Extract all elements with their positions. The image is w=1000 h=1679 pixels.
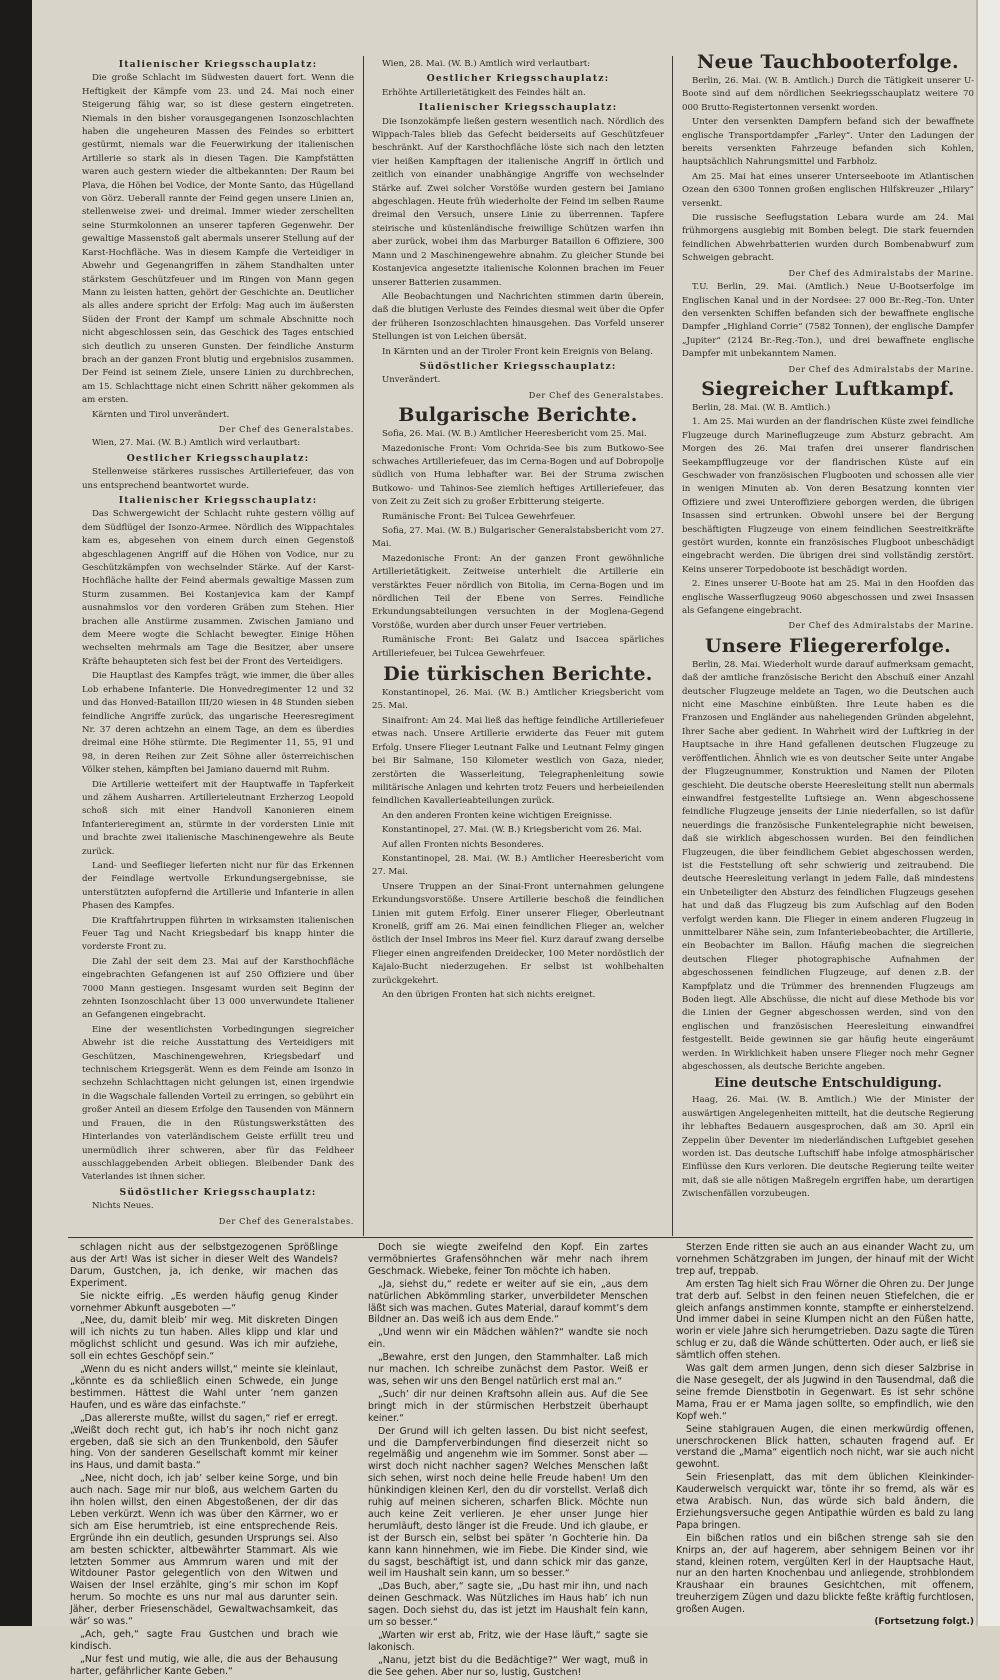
- heading-southeastern-front: Südöstlicher Kriegsschauplatz:: [419, 360, 617, 372]
- continuation-note: (Fortsetzung folgt.): [874, 1617, 974, 1628]
- article-text: Rumänische Front: Bei Galatz und Isaccea spärliches Artilleriefeuer, bei Tulcea Gewehrfeuer.: [372, 635, 664, 659]
- feuilleton-column-1: [70, 1242, 338, 1677]
- headline-submarine-successes: Neue Tauchbooterfolge.: [697, 51, 959, 73]
- dateline: Sofia, 26. Mai. (W. B.) Amtlicher Heeresbericht vom 25. Mai.: [382, 429, 647, 440]
- scan-right-edge: [976, 0, 1000, 1626]
- article-text: Die große Schlacht im Südwesten dauert fort. Wenn die Heftigkeit der Kämpfe vom 23. und 24. Mai noch einer Steigerung fähig war, so ist diese gestern eingetreten. Niemals in den bisher vorausgegangenen Isonzoschlachten haben die ungeheuren Massen des Feindes so erbittert gestürmt, niemals war die Feuerwirkung der italienischen Artillerie so stark als in diesen Tagen. Die Kampfstätten waren auch gestern wieder die altbekannten: Der Raum bei Plava, die Höhen bei Vodice, der Monte Santo, das Hügelland von Görz. Ueberall rannte der Feind gegen unsere Linien an, stellenweise zwei- und dreimal. Immer wieder zerschellten seine Sturmkolonnen an unserer tapferen Gegenwehr. Der gewaltige Massenstoß galt abermals unserer Stellung auf der Karst-Hochfläche. Was in diesem Kampfe die Verteidiger in Abwehr und Gegenangriffen in zähem Standhalten unter stärkstem Geschützfeuer und im Ringen von Mann gegen Mann zu leisten hatten, gehört der Geschichte an. Deutlicher als alles andere spricht der Erfolg: Mag auch im äußersten Süden der Front der Kampf um schmale Abschnitte noch nicht abgeschlossen sein, das Geschick des Tages entschied sich deutlich zu unseren Gunsten. Der feindliche Ansturm brach an der ganzen Front blutig und ergebnislos zusammen. Der Feind ist seinem Ziele, unsere Linien zu durchbrechen, am 15. Schlachttage nicht einen Schritt näher gekommen als am ersten.: [82, 73, 354, 406]
- column-rule-2: [672, 56, 673, 1236]
- headline-bulgarian-reports: Bulgarische Berichte.: [398, 404, 638, 427]
- heading-southeastern-front: Südöstlicher Kriegsschauplatz:: [119, 1186, 317, 1198]
- article-text: Kärnten und Tirol unverändert.: [92, 409, 230, 420]
- column-1: [82, 58, 354, 1236]
- article-text: Stellenweise stärkeres russisches Artilleriefeuer, das von uns entsprechend beantwortet wurde.: [82, 467, 354, 491]
- story-text: „Wenn du es nicht anders willst,“ meinte sie kleinlaut, „könnte es da schließlich einen Schwede, ein Junge bestimmen. Hättest die Wahl unter ’nem ganzen Haufen, und es wäre das einfachste.“: [70, 1364, 338, 1411]
- article-text: 1. Am 25. Mai wurden an der flandrischen Küste zwei feindliche Flugzeuge durch Marineflugzeuge zum Absturz gebracht. Am Morgen des 26. Mai trafen drei unserer flandrischen Seekampfflugzeuge vor der flandrischen Küste auf ein Geschwader von französischen Flugbooten und schossen alle vier in wenigen Minuten ab. Von deren Besatzung konnten vier Offiziere und zwei Unteroffiziere geborgen werden, die übrigen Insassen sind ertrunken. Obwohl unsere bei der Bergung beschäftigten Flugzeuge von einem feindlichen Seestreitkräfte gestört wurden, konnte ein französisches Flugboot unbeschädigt eingebracht werden. Die übrigen drei sind vollständig zerstört. Keins unserer Torpedoboote ist beschädigt worden.: [682, 417, 974, 575]
- article-text: Alle Beobachtungen und Nachrichten stimmen darin überein, daß die blutigen Verluste des Feindes diesmal weit über die Opfer der früheren Isonzoschlachten hinausgehen. Das Vorfeld unserer Stellungen ist von Leichen übersät.: [372, 291, 664, 343]
- column-3: [682, 50, 974, 1236]
- headline-aviator-successes: Unsere Fliegererfolge.: [704, 634, 952, 657]
- article-text: An den übrigen Fronten hat sich nichts ereignet.: [382, 990, 596, 1000]
- signature: Der Chef des Admiralstabs der Marine.: [788, 267, 974, 278]
- article-text: In Kärnten und an der Tiroler Front kein Ereignis von Belang.: [382, 346, 653, 357]
- article-text: Berlin, 26. Mai. (W. B. Amtlich.) Durch die Tätigkeit unserer U-Boote sind auf dem nördlichen Seekriegsschauplatz weitere 70 000 Brutto-Registertonnen versenkt worden.: [682, 76, 974, 113]
- article-text: Die Artillerie wetteifert mit der Hauptwaffe in Tapferkeit und zähem Ausharren. Artillerieleutnant Erzherzog Leopold schoß sich mit einer Handvoll Kanonieren einem Infanterieregiment an, stürmte in der vordersten Linie mit und brachte zwei italienische Maschinengewehre als Beute zurück.: [82, 779, 354, 857]
- dateline: Sofia, 27. Mai. (W. B.) Bulgarischer Generalstabsbericht vom 27. Mai.: [372, 526, 664, 550]
- article-text: Auf allen Fronten nichts Besonderes.: [382, 839, 544, 850]
- story-text: „Nee, nicht doch, ich jab’ selber keine Sorge, und bin auch nach. Sage mir nur bloß, aus welchem Garten du ihn holen willst, den einen Abgestoßenen, der dir das Leben verkürzt. Wenn ich was über den Kärrner, wo er sich am Eise herumtrieb, ist eine entsprechende Reis. Ergründe ihn ein deutlich, gesunden Ursprungs sei. Also am besten schickter, altbewährter Stammart. Als wie letzten Sommer aus Ammrum waren und mit der Witdouner Pastor gelegentlich von den Witwen und Waisen der Insel erzählte, ging’s mir schon im Kopf herum. So mochte es uns nur mal aus darunter sein. Jäher, derber Friesenschädel, Gewaltwachsamkeit, das wär’ so was.“: [70, 1473, 338, 1628]
- story-text: „Bewahre, erst den Jungen, den Stammhalter. Laß mich nur machen. Ich schreibe zunächst dem Pastor. Weiß er was, sehen wir uns den Bengel natürlich erst mal an.“: [368, 1352, 648, 1387]
- article-text: Am 25. Mai hat eines unserer Unterseeboote im Atlantischen Ozean den 6300 Tonnen großen englischen Hilfskreuzer „Hilary“ versenkt.: [682, 171, 974, 209]
- article-text: Mazedonische Front: Vom Ochrida-See bis zum Butkowo-See schwaches Artilleriefeuer, das im Cerna-Bogen und auf Dobropolje südlich von Huma lebhafter war. Bei der Struma zwischen Butkowo- und Tahinos-See ziemlich heftiges Artilleriefeuer, das von Zeit zu Zeit sich zu großer Erbitterung steigerte.: [372, 443, 664, 508]
- dateline: Konstantinopel, 28. Mai. (W. B.) Amtlicher Heeresbericht vom 27. Mai.: [372, 853, 664, 878]
- story-text: Sie nickte eifrig. „Es werden häufig genug Kinder vornehmer Abkunft ausgeboten —“: [70, 1290, 338, 1314]
- story-text: „Nee, du, damit bleib’ mir weg. Mit diskreten Dingen will ich nichts zu tun haben. Alles klipp und klar und möglichst schlicht und gesund. Was ich mir aufziehe, soll ein echtes Geschöpf sein.“: [70, 1315, 338, 1363]
- feuilleton-rule: [68, 1237, 973, 1238]
- article-text: Die russische Seeflugstation Lebara wurde am 24. Mai frühmorgens ausgiebig mit Bomben belegt. Die stark feuernden feindlichen Abwehrbatterien wurden durch Bombenabwurf zum Schweigen gebracht.: [682, 213, 974, 264]
- article-text: Land- und Seeflieger lieferten nicht nur für das Erkennen der Feindlage wertvolle Erkundungsergebnisse, sie unterstützten aufopfernd die Artillerie und Infanterie in allen Phasen des Kampfes.: [82, 860, 354, 912]
- dateline: Wien, 27. Mai. (W. B.) Amtlich wird verlautbart:: [92, 438, 301, 449]
- article-text: Nichts Neues.: [92, 1201, 154, 1212]
- dateline: Berlin, 28. Mai. (W. B. Amtlich.): [692, 402, 831, 413]
- story-text: Seine stahlgrauen Augen, die einen merkwürdig offenen, unerschrockenen Blick hatten, schauten fragend auf. Er verstand die „Mama“ eigentlich noch nicht, war sie auch nicht gewohnt.: [676, 1423, 974, 1471]
- article-text: Eine der wesentlichsten Vorbedingungen siegreicher Abwehr ist die reiche Ausstattung des Verteidigers mit Geschützen, Maschinengewehren, Kriegsbedarf und technischem Kriegsgerät. Wenn es dem Feinde am Isonzo in sechzehn Schlachttagen nicht gelungen ist, einen irgendwie in die Wagschale fallenden Vorteil zu erringen, so gebührt ein großer Anteil an diesem Erfolge den Tausenden von Männern und Frauen, die in den Rüstungswerkstätten des Hinterlandes von vaterländischem Geiste erfüllt treu und unermüdlich ihrer schweren, aber für das Feldheer ausschlaggebenden Arbeit obliegen. Bleibender Dank des Vaterlandes ist ihnen sicher.: [82, 1024, 354, 1183]
- article-text: Die Hauptlast des Kampfes trägt, wie immer, die über alles Lob erhabene Infanterie. Die Honvedregimenter 12 und 32 und das Honved-Bataillon III/20 wiesen in 48 Stunden sieben feindliche Angriffe zurück, das ungarische Heeresregiment Nr. 37 deren achtzehn an einem Tage, an dem es überdies dreimal eine Höhe stürmte. Die Regimenter 11, 55, 91 und 98, in deren Reihen zur Zeit Söhne aller österreichischen Völker stehen, kämpften bei Jamiano dauernd mit Ruhm.: [82, 671, 354, 776]
- article-text: Unter den versenkten Dampfern befand sich der bewaffnete englische Transportdampfer „Farley“. Unter den Ladungen der bereits versenkten Fahrzeuge befanden sich Kohlen, hauptsächlich Nahrungsmittel und Farbholz.: [682, 117, 974, 168]
- article-text: Die Isonzokämpfe ließen gestern wesentlich nach. Nördlich des Wippach-Tales blieb das Gefecht beiderseits auf Geschützfeuer beschränkt. Auf der Karsthochfläche löste sich nach den letzten vier heißen Kampftagen der italienische Angriff in örtlich und zeitlich von einander unabhängige Angriffe von wechselnder Stärke auf. Zwei solcher Vorstöße wurden gestern bei Jamiano abgeschlagen. Heute früh wiederholte der Feind im selben Raume dreimal den Versuch, unsere Linie zu überrennen. Tapfere steirische und küstenländische freiwillige Schützen warfen ihn aber zurück, wobei ihm das Marburger Bataillon 6 Offiziere, 300 Mann und 2 Maschinengewehre abnahm. Zu gleicher Stunde bei Kostanjevica angesetzte italienische Kolonnen brachen im Feuer unserer Batterien zusammen.: [372, 116, 664, 288]
- dateline: Konstantinopel, 26. Mai. (W. B.) Amtlicher Kriegsbericht vom 25. Mai.: [372, 688, 664, 712]
- signature: Der Chef des Admiralstabs der Marine.: [788, 363, 974, 374]
- article-text: Die Kraftfahrtruppen führten in wirksamsten italienischen Feuer Tag und Nacht Kriegsbedarf bis knapp hinter die vorderste Front zu.: [82, 915, 354, 953]
- story-text: „Das allererste mußte, willst du sagen,“ rief er erregt. „Weißt doch recht gut, ich hab’s ihr noch nicht ganz ergeben, daß sie sich an den Trunkenbold, den Säufer hing. Von der sanderen Gesellschaft kommt mir keiner ins Haus, und damit basta.“: [70, 1412, 338, 1472]
- article-text: Haag, 26. Mai. (W. B. Amtlich.) Wie der Minister der auswärtigen Angelegenheiten mitteilt, hat die deutsche Regierung ihr lebhaftes Bedauern ausgesprochen, daß am 30. April ein Zeppelin über Deventer im niederländischen Luftgebiet gesehen worden ist. Das deutsche Luftschiff habe infolge atmosphärischer Einflüsse den Kurs verloren. Die deutsche Regierung teilte weiter mit, daß sie alle nötigen Maßregeln ergriffen habe, um derartigen Zwischenfällen vorzubeugen.: [682, 1095, 974, 1200]
- story-text: Ein bißchen ratlos und ein bißchen strenge sah sie den Knirps an, der auf hagerem, aber sehnigem Beinen vor ihr stand, kleinen rotem, vergülten Kerl in der Hauptsache Haut, nur an den harten Knochenbau und anliegende, strohblondem Kraushaar ein braunes Gesichtchen, mit offenem, treuherzigem Zügen und dazu blickte feßte kräftig furchtlosen, großen Augen.: [676, 1532, 974, 1616]
- article-text: Die Zahl der seit dem 23. Mai auf der Karsthochfläche eingebrachten Gefangenen ist auf 250 Offiziere und über 7000 Mann gestiegen. Insgesamt wurden seit Beginn der zehnten Isonzoschlacht über 13 000 unverwundete Italiener an Gefangenen eingebracht.: [82, 956, 354, 1021]
- signature: Der Chef des Generalstabes.: [528, 389, 664, 400]
- article-text: Sinaifront: Am 24. Mai ließ das heftige feindliche Artilleriefeuer etwas nach. Unsere Artillerie erwiderte das Feuer mit gutem Erfolg. Unsere Flieger Leutnant Falke und Leutnant Felmy gingen bei Bir Salmane, 150 Kilometer westlich von Gaza, nieder, zerstörten die Wasserleitung, Telegraphenleitung sowie militärische Anlagen und kehrten trotz Feuers und herbeieilenden feindlichen Kavallerieabteilungen zurück.: [372, 715, 664, 807]
- story-text: „Nur fest und mutig, wie alle, die aus der Behausung harter, gefährlicher Kante Geben.“: [70, 1653, 338, 1677]
- story-text: Sterzen Ende ritten sie auch an aus einander Wacht zu, um vornehmen Schätzgraben im Jungen, der hinauf mit der Wicht trep auf, treppab.: [676, 1242, 974, 1277]
- heading-italian-front: Italienischer Kriegsschauplatz:: [418, 102, 618, 114]
- scan-left-edge: [0, 0, 32, 1626]
- article-text: Unsere Truppen an der Sinai-Front unternahmen gelungene Erkundungsvorstöße. Unsere Artillerie beschoß die feindlichen Linien mit gutem Erfolg. Einer unserer Flieger, Oberleutnant Kronelß, griff am 26. Mai einen feindlichen Flieger an, welcher östlich der Insel Imbros ins Meer fiel. Kurz darauf zwang derselbe Flieger einen angreifenden Dreidecker, 100 Meter nordöstlich der Kajalo-Bucht niederzugehen. Er selbst ist wohlbehalten zurückgekehrt.: [372, 881, 664, 986]
- story-text: Sein Friesenplatt, das mit dem üblichen Kleinkinder-Kauderwelsch verquickt war, tönte ihr so fremd, als wär es etwa Arabisch. Nun, das würde sich bald ändern, die Erziehungsversuche gegen Antipathie würden es bald zu lang Papa bringen.: [676, 1472, 974, 1531]
- feuilleton-column-3: [676, 1242, 974, 1628]
- signature: Der Chef des Generalstabes.: [218, 423, 354, 434]
- story-text: schlagen nicht aus der selbstgezogenen Sprößlinge aus der Art! Was ist sicher in dieser Welt des Wandels? Darum, Gustchen, ja, ich denke, wir machen das Experiment.: [70, 1242, 338, 1289]
- story-text: „Ach, geh,“ sagte Frau Gustchen und brach wie kindisch.: [70, 1629, 338, 1652]
- column-2: [372, 58, 664, 1236]
- article-text: Erhöhte Artillerietätigkeit des Feindes hält an.: [382, 87, 586, 98]
- headline-air-battle: Siegreicher Luftkampf.: [701, 377, 955, 400]
- dateline: Konstantinopel, 27. Mai. (W. B.) Kriegsbericht vom 26. Mai.: [382, 825, 642, 836]
- article-text: Mazedonische Front: An der ganzen Front gewöhnliche Artillerietätigkeit. Zeitweise unterhielt die Artillerie ein verstärktes Feuer nördlich von Bitolia, im Cerna-Bogen und im nördlichen Teil der Ebene von Serres. Feindliche Erkundungsabteilungen versuchten in der Moglena-Gegend Vorstöße, wurden aber durch unser Feuer vertrieben.: [372, 553, 664, 631]
- article-text: Das Schwergewicht der Schlacht ruhte gestern völlig auf dem Südflügel der Isonzo-Armee. Nördlich des Wippachtales kam es, abgesehen von einem durch einen Gegenstoß abgeschlagenen Angriff auf die Höhen von Vodice, nur zu Geschützkämpfen von wechselnder Stärke. Auf der Karst-Hochfläche hallte der Feind abermals gewaltige Massen zum Sturm zusammen. Bei Kostanjevica kam der Kampf ausnahmslos vor den vorderen Gräben zum Stehen. Hier brachen alle Anstürme zusammen. Zwischen Jamiano und dem Meere wogte die Schlacht bewegter. Einige Höhen wechselten mehrmals am Tage die Besitzer, aber unsere Kräfte behaupteten sich fest bei der Front des Verteidigers.: [82, 509, 354, 667]
- story-text: „Ja, siehst du,“ redete er weiter auf sie ein, „aus dem natürlichen Abkömmling starker, unverbildeter Menschen läßt sich was machen. Gutes Material, darauf kommt’s dem Bildner an. Das weiß ich aus dem Ende.“: [368, 1278, 648, 1326]
- article-text: T.U. Berlin, 29. Mai. (Amtlich.) Neue U-Bootserfolge im Englischen Kanal und in der Nordsee: 27 000 Br.-Reg.-Ton. Unter den versenkten Schiffen befanden sich der bewaffnete englische Dampfer „Highland Corrie“ (7582 Tonnen), der englische Dampfer „Jupiter“ (2124 Br.-Reg.-Ton.), und drei bewaffnete englische Dampfer mit unbekanntem Namen.: [682, 282, 974, 360]
- story-text: „Das Buch, aber,“ sagte sie, „Du hast mir ihn, und nach deinen Geschmack. Was Nützliches im Haus hab’ ich nun sagen. Doch siehst du, das ist jetzt im Haushalt fein kann, um so besser.“: [368, 1581, 648, 1629]
- story-text: Doch sie wiegte zweifelnd den Kopf. Ein zartes vermöbniertes Grafensöhnchen wär mehr nach ihrem Geschmack. Wiebeke, feiner Ton möchte ich haben.: [368, 1242, 648, 1277]
- headline-turkish-reports: Die türkischen Berichte.: [383, 663, 653, 686]
- signature: Der Chef des Admiralstabs der Marine.: [788, 620, 974, 631]
- story-text: „Und wenn wir ein Mädchen wählen?“ wandte sie noch ein.: [368, 1327, 648, 1351]
- story-text: Der Grund will ich gelten lassen. Du bist nicht seefest, und die Dampferverbindungen find dieserzeit nicht so regelmäßig und angenehm wie im Sommer. Sonst aber — wirst doch nicht nachher sagen? Welches Menschen laßt sich sehen, wirst noch deine helle Freude haben! Um den hünkindigen kleinen Kerl, den du dir vorstellst. Verlaß dich ruhig auf meinen sicheren, scharfen Blick. Möchte nun auch keine Zeit verlieren. Je eher unser Junge hier herumläuft, desto länger ist die Freude. Und ich glaube, er ist der Bursch ein, selbst bei später ’n Gochterie hin. Da kann kann hinnehmen, wie im Fiebe. Die Kinder sind, wie du sagst, beschäftigt ist, und dann schick mir das ganze, weil im Haushalt sein kann, um so besser.“: [368, 1425, 648, 1580]
- heading-eastern-front: Oestlicher Kriegsschauplatz:: [426, 73, 610, 85]
- story-text: „Warten wir erst ab, Fritz, wie der Hase läuft,“ sagte sie lakonisch.: [368, 1630, 648, 1653]
- article-text: Rumänische Front: Bei Tulcea Gewehrfeuer.: [382, 511, 576, 522]
- headline-german-apology: Eine deutsche Entschuldigung.: [714, 1076, 942, 1092]
- signature: Der Chef des Generalstabes.: [218, 1215, 354, 1226]
- column-rule-1: [363, 56, 364, 1236]
- feuilleton-column-2: [368, 1242, 648, 1678]
- article-text: Berlin, 28. Mai. Wiederholt wurde darauf aufmerksam gemacht, daß der amtliche französische Bericht den Abschuß einer Anzahl deutscher Flugzeuge meldete an Tagen, wo die Deutschen auch nicht eine Maschine einbüßten. Ihre Leute haben es die Franzosen und Engländer aus naheliegenden Gründen abgelehnt, Ihrer Sache aber gedient. In Wahrheit wird der Luftkrieg in der Hauptsache in ihre Hand gefallenen deutschen Flugzeuge zu veröffentlichen. Ähnlich wie es von deutscher Seite unter Angabe der Flugzeugnummer, Konstruktion und Namen der Piloten geschieht. Die deutsche oberste Heeresleitung stellt nun abermals einwandfrei festgestellte Luftsiege an. Wenn abgeschossene feindliche Flugzeuge jenseits der Linie niederfallen, so ist dafür neuerdings die französische Funkentelegraphie nicht beweisen, daß sie wirklich abgeschossen wurden. Bei den feindlichen Flugzeugen, die über feindlichem Gebiet abgeschossen werden, ist die Feststellung oft sehr schwierig und zeitraubend. Die deutsche Heeresleitung verlangt in jedem Falle, daß mindestens ein Unbeteiligter den Absturz des feindlichen Flugzeugs gesehen hat und daß das Flugzeug bis zum Aufschlag auf den Boden verfolgt werden kann. Die Flieger in einem anderen Flugzeug in unmittelbarer Nähe sein, zum Infanteriebeobachter, die Artillerie, ein Beobachter im Ballon. Häufig machen die siegreichen deutschen Flieger photographische Aufnahmen der abgeschossenen feindlichen Flugzeuge, auf denen z.B. der Kampfplatz und die Trümmer des brennenden Flugzeugs am Boden liegt. Alle Abschüsse, die nicht auf diese Methode bis vor die Linien der Gegner abgeschossen werden, sind von den englischen und französischen Heeresleitung einwandfrei festgestellt. Beide gewinnen sie gar häufig heute eingeräumt werden. In Wirklichkeit haben unsere Flieger noch mehr Gegner abgeschossen, als deutsche Berichte angeben.: [682, 659, 974, 1073]
- story-text: „Such’ dir nur deinen Kraftsohn allein aus. Auf die See bringt mich in der stürmischen Herbstzeit überhaupt keiner.“: [368, 1388, 648, 1424]
- story-text: Was galt dem armen Jungen, denn sich dieser Salzbrise in die Nase gesegelt, der als Jugwind in den Tausendmal, daß die seine fremde Dienstbotin in Gegenwart. Es ist sehr schöne Mama, Frau er er Mama jagen sollte, so empfindlich, wie den Kopf weh.“: [676, 1363, 974, 1422]
- heading-italian-front: Italienischer Kriegsschauplatz:: [118, 495, 318, 506]
- article-text: Unverändert.: [382, 375, 441, 386]
- dateline: Wien, 28. Mai. (W. B.) Amtlich wird verlautbart:: [382, 59, 591, 69]
- article-text: An den anderen Fronten keine wichtigen Ereignisse.: [382, 810, 613, 821]
- story-text: Am ersten Tag hielt sich Frau Wörner die Ohren zu. Der Junge trat derb auf. Selbst in den feinen neuen Stiefelchen, die er gleich anfangs anstimmen konnte, stampfte er einherstelzend. Und immer dabei in seine Klumpen nicht an den Füßen hatte, worin er viele Jahre sich herumgetrieben. Dazu sagte die Türen schlug er zu, daß die Wände schütterten. Oder auch, er ließ sie sämtlich offen stehen.: [676, 1278, 974, 1362]
- article-text: 2. Eines unserer U-Boote hat am 25. Mai in den Hoofden das englische Wasserflugzeug 9060 abgeschossen und zwei Insassen als Gefangene eingebracht.: [682, 579, 974, 617]
- heading-italian-front: Italienischer Kriegsschauplatz:: [118, 59, 318, 70]
- heading-eastern-front: Oestlicher Kriegsschauplatz:: [126, 452, 310, 464]
- story-text: „Nanu, jetzt bist du die Bedächtige?“ Wer wagt, muß in die See gehen. Aber nur so, lustig, Gustchen!: [368, 1654, 648, 1678]
